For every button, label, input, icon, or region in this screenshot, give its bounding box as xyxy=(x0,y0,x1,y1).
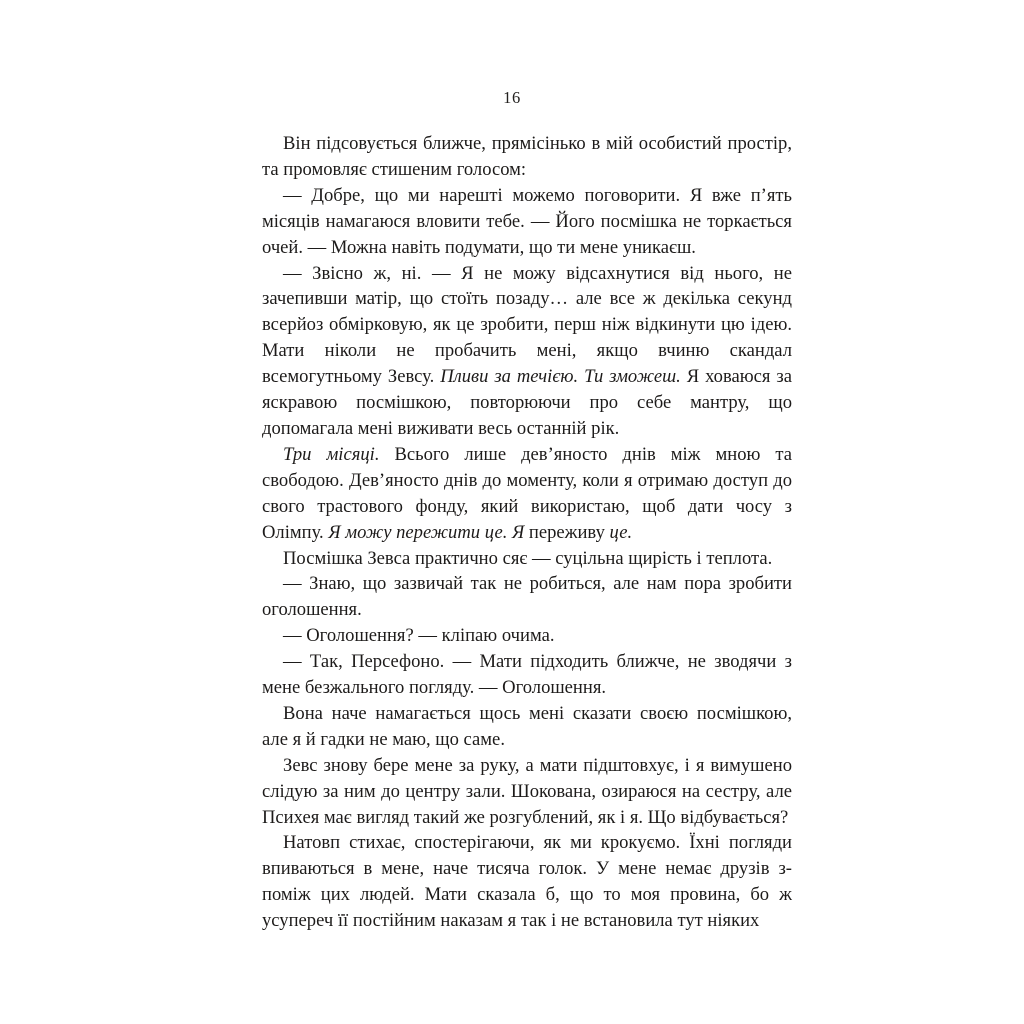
text-run: Він підсовується ближче, прямісінько в мій особистий простір, та промовляє стишеним голосом: xyxy=(262,133,792,180)
text-run: — Оголошення? — кліпаю очима. xyxy=(283,625,555,647)
paragraph xyxy=(262,701,792,753)
text-run: Посмішка Зевса практично сяє — суцільна щирість і теплота. xyxy=(283,547,773,569)
text-run: Вона наче намагається щось мені сказати своєю посмішкою, але я й гадки не маю, що саме. xyxy=(262,702,792,750)
emphasis-run: це. xyxy=(609,521,633,543)
body-text xyxy=(262,131,792,934)
paragraph xyxy=(262,442,792,546)
paragraph xyxy=(262,131,792,183)
paragraph xyxy=(262,623,792,649)
text-run: Всього лише дев’яносто днів між мною та свободою. Дев’яносто днів до моменту, коли я отримаю доступ до свого трастового фонду, який використаю, щоб дати чосу з Олімпу. xyxy=(262,443,792,543)
paragraph xyxy=(262,183,792,261)
paragraph xyxy=(262,649,792,701)
paragraph xyxy=(262,261,792,442)
paragraph xyxy=(262,753,792,831)
text-run: Натовп стихає, спостерігаючи, як ми крокуємо. Їхні погляди впиваються в мене, наче тисяча голок. У мене немає друзів з-поміж цих людей. Мати сказала б, що то моя провина, бо ж усупереч її постійним наказам я так і не встановила тут ніяких xyxy=(262,832,792,932)
text-run: Я ховаюся за яскравою посмішкою, повторюючи про себе мантру, що допомагала мені виживати весь останній рік. xyxy=(262,366,792,439)
text-run: переживу xyxy=(524,521,610,543)
text-run: — Добре, що ми нарешті можемо поговорити. Я вже п’ять місяців намагаюся вловити тебе. — Його посмішка не торкається очей. — Можна навіть подумати, що ти мене уникаєш. xyxy=(262,184,792,258)
text-run: — Так, Персефоно. — Мати підходить ближче, не зводячи з мене безжального погляду. — Оголошення. xyxy=(262,651,792,699)
paragraph xyxy=(262,830,792,934)
paragraph xyxy=(262,546,792,572)
text-run: — Знаю, що зазвичай так не робиться, але нам пора зробити оголошення. xyxy=(262,573,792,621)
text-run: — Звісно ж, ні. — Я не можу відсахнутися від нього, не зачепивши матір, що стоїть позаду… але все ж декілька секунд всерйоз обмірковую, як це зробити, перш ніж відкинути цю ідею. Мати ніколи не пробачить мені, якщо вчиню скандал всемогутньому Зевсу. xyxy=(262,262,792,388)
emphasis-run: Три місяці. xyxy=(283,443,380,465)
text-run: Зевс знову бере мене за руку, а мати підштовхує, і я вимушено слідую за ним до центру зали. Шокована, озираюся на сестру, але Психея має вигляд такий же розгублений, як і я. Що відбувається? xyxy=(262,754,792,828)
paragraph xyxy=(262,571,792,623)
emphasis-run: Пливи за течією. Ти зможеш. xyxy=(440,366,681,388)
emphasis-run: Я можу пережити це. Я xyxy=(328,521,525,543)
page-number: 16 xyxy=(503,88,521,107)
